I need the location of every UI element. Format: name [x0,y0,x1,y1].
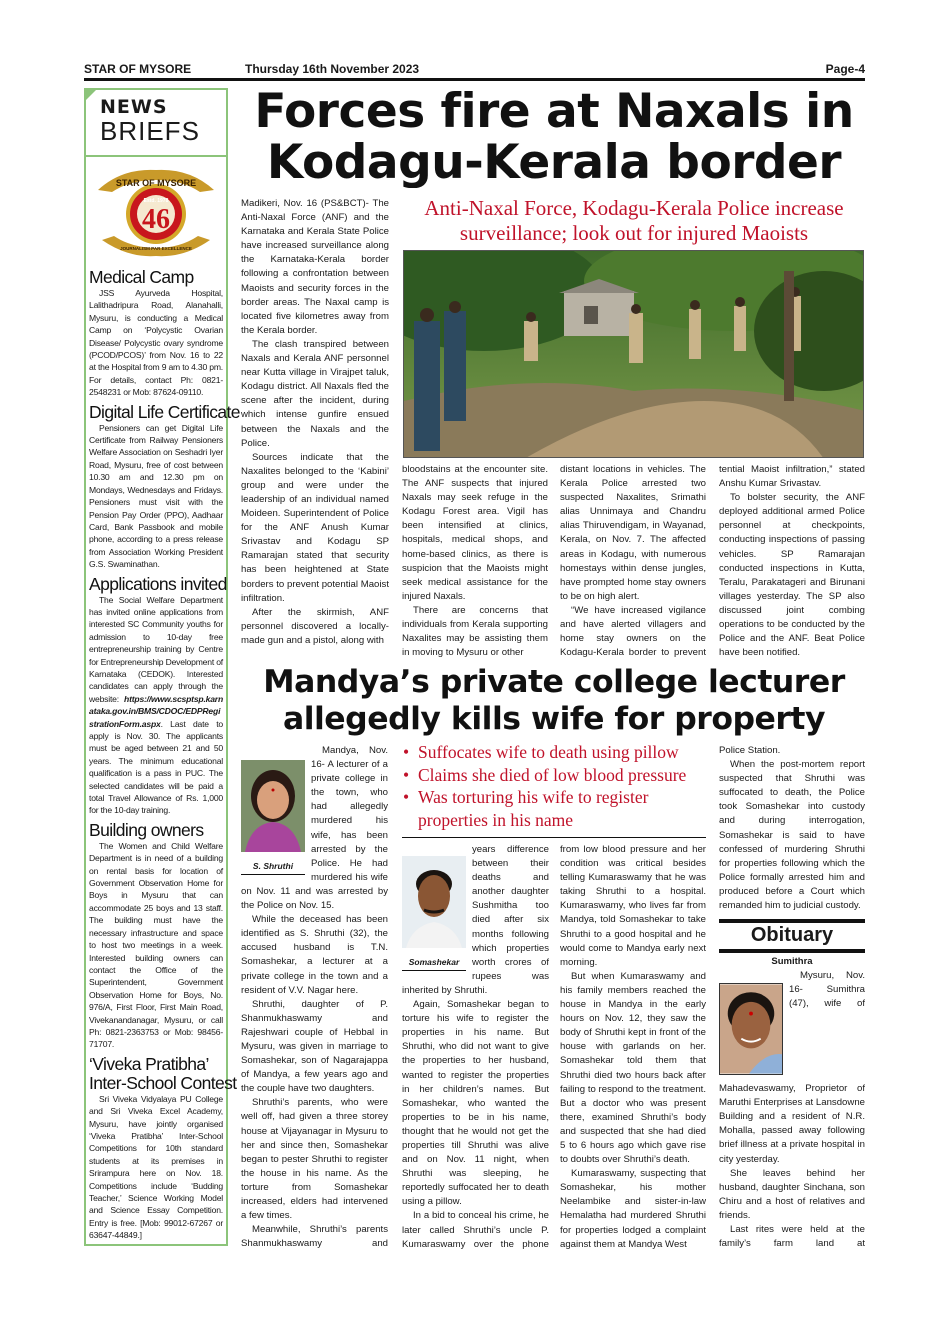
brief-applications-invited [89,573,227,817]
story2-headline [240,664,868,740]
story2-highlights [401,741,721,835]
sumithra-photo [719,983,783,1080]
brief-title: Building owners [89,819,204,840]
svg-text:Estd. 1978: Estd. 1978 [143,198,169,204]
brief-digital-life-certificate [89,401,240,571]
paragraph: But when Kumaraswamy and his family members reached the house in Mandya in the early hours on Nov. 12, they saw the body of Shruthi kept in front of the house with garlands on her. Somashekar told them that Shruthi died two hours back after failing to respond to the treatment. But a doctor who was present there, examined Shruthi’s body and suspected that she had died 5 to 6 hours ago which gave rise to doubts over Shruthi’s death. [560,970,706,1166]
paragraph: distant locations in vehicles. The Kerala Police arrested two suspected Naxalites, Srimathi alias Unnimaya and Chandru alias Thiruvendigam, in Wayanad, Kerala, on Nov. 7. The affected areas in Kodagu, with numerous homestays within dense jungles, have prompted home stay owners to be on high alert. [560,464,706,602]
sumithra-portrait-image [719,983,783,1075]
police-inspection-image [404,251,864,458]
shruthi-portrait-image [241,760,305,852]
briefs-list [89,267,240,1242]
obituary-body [719,969,865,1251]
shruthi-photo [241,760,305,875]
brief-body [89,594,223,817]
paragraph: After the skirmish, ANF personnel discovered a locally-made gun and a pistol, along with [241,606,389,646]
issue-date: Thursday 16th November 2023 [245,62,420,76]
paragraph: The clash transpired between Naxals and Kerala ANF personnel near Kutta village in Virajpet taluk, Kodagu district. All Naxals fled the scene after the incident, during which intense gunfire ensued between the Naxals and the Police. [241,338,389,449]
paragraph: While the deceased has been identified as S. Shruthi (32), the accused husband is T.N. Somashekar, a lecturer at a private college in the town and a resident of V.V. Nagar here. [241,914,388,996]
brief-title: Medical Camp [89,267,194,287]
story1-column-2 [402,463,548,661]
paragraph: Last rites were held at the family’s farm land at [719,1224,865,1250]
paragraph: “We have increased vigilance and have alerted villagers and home stay owners on the Kodagu-Kerala border to prevent [560,604,706,659]
brief-body: JSS Ayurveda Hospital, Lalithadripura Road, Alanahalli, Mysuru, is conducting a Medical Camp on ‘Polycystic Ovarian Disease/ Polycystic ovary syndrome (PCOD/PCOS)’ from Nov. 16 to 22 at the Hospital from 9 am to 4.30 pm. For details, contact Ph: 0821-2548231 or Mob: 87624-09110. [89,288,223,398]
brief-body-text: The Social Welfare Department has invited online applications from interested SC Community youths for admission to 10-day free entrepreneurship training by Centre for Entrepreneurship Development of Karnataka (CEDOK). Interested candidates can apply through the website: [89,594,223,704]
svg-text:46: 46 [142,204,170,235]
obituary-name: Sumithra [771,956,813,967]
paragraph: Sources indicate that the Naxalites belonged to the ‘Kabini’ group and were under the leadership of an individual named Moideen. Superintendent of Police for the ANF Anush Kumar Srivastav and Kodagu SP Ramarajan stated that security has been heightened at State borders to prevent potential Maoist infiltration. [241,451,389,604]
paragraph: Meanwhile, Shruthi’s parents Shanmukhaswamy and [241,1224,388,1250]
subhead-line: Anti-Naxal Force, Kodagu-Kerala Police increase [424,196,844,220]
paragraph: Shruthi, daughter of P. Shanmukhaswamy and Rajeshwari couple of Hebbal in Mysuru, was given in marriage to Somashekar, son of Nagarajappa of Mandya, a few years ago and the couple have two daughters. [241,998,388,1095]
obituary-heading: Obituary [750,924,834,946]
brief-title: Applications invited [89,573,227,594]
header-rule [84,78,865,81]
story1-column-3 [560,463,706,661]
obituary-rule-bottom [719,949,865,953]
brief-body: Sri Viveka Vidyalaya PU College and Sri Viveka Excel Academy, Mysuru, have jointly organised ‘Viveka Pratibha’ Inter-School Competitions for 10th standard students at its premises in Srirampura here on Nov. 18. Competitions include ‘Budding Teacher,’ Science Working Model and Science Essay Competition. Entry is free. [Mob: 99012-67267 or 63647-44849.] [89,1093,223,1241]
somashekar-photo [402,856,466,971]
highlight-bullet: • Suffocates wife to death using pillow [401,741,721,764]
paragraph: years difference between their deaths and another daughter Sushmitha too died after six months following which properties worth crores of rupees was inherited by Shruthi. [402,844,549,996]
paragraph: Mysuru, Nov. 16- Sumithra (47), wife of Mahadevaswamy, Proprietor of Maruthi Enterprises at Lansdowne Building and a resident of N.R. Mohalla, passed away following brief illness at a private hospital in city yesterday. [719,970,865,1165]
story1-column-1 [241,197,389,661]
corner-flag-icon [84,88,98,102]
brief-title: ‘Viveka Pratibha’ [89,1053,209,1074]
headline-line: Forces fire at Naxals in [254,86,854,139]
police-forest-photo [403,250,864,458]
news-label: NEWS [100,96,168,118]
news-briefs-heading [86,90,226,157]
brief-title: Digital Life Certificate [89,401,240,422]
story1-column-4 [719,463,865,661]
page-number: Page-4 [825,62,865,76]
paragraph: Police Station. [719,745,781,756]
photo-caption: Somashekar [402,953,466,971]
paragraph: tential Maoist infiltration,” stated Anshu Kumar Srivastav. [719,464,865,490]
paragraph: Mandya, Nov. 16- A lecturer of a private college in the town, who had allegedly murdered his wife, has been arrested by the Police. He had murdered his wife on Nov. 11 and was arrested by the Police on Nov. 15. [241,745,388,912]
headline-line: Kodagu-Kerala border [266,135,842,188]
paragraph: Madikeri, Nov. 16 (PS&BCT)- The Anti-Naxal Force (ANF) and the Karnataka and Kerala State Police have increased surveillance along the Karnataka-Kerala border following a confrontation between Maoists and security forces in the border areas. The Naxal camp is located five kilometres away from the Kerala border. [241,198,389,336]
paragraph: In a bid to conceal his crime, he later called Shruthi’s uncle P. Kumaraswamy over the phone [402,1210,549,1250]
svg-text:STAR OF MYSORE: STAR OF MYSORE [115,178,197,188]
anniversary-logo-icon [92,162,220,258]
paragraph: from low blood pressure and her condition was critical besides telling Kumaraswamy that he was taking Shruthi to a hospital. Kumaraswamy, who lives far from Mandya, told Somashekar to take Shruthi to a good hospital and he would come to Mandya early next morning. [560,844,706,968]
brief-building-owners [89,821,223,1051]
paragraph: Shruthi’s parents, who were well off, had given a three storey house at Vijayanagar in Mysuru to her and since then, Somashekar began to pester Shruthi to register the house in his name. As the torture from Somashekar increased, elders had intervened a few times. [241,1097,388,1222]
story2-column-3 [560,843,706,1251]
brief-body: Pensioners can get Digital Life Certificate from Railway Pensioners Welfare Association on Seshadri Iyer Road, Mysuru, free of cost between 10.30 am and 12.30 pm on Mondays, Wednesdays and Fridays. Pensioners must visit with the Pension Pay Order (PPO), Aadhaar Card, Bank Passbook and mobile phone, according to a press release from Association Working President G.S. Swaminathan. [89,422,223,570]
paragraph: To bolster security, the ANF deployed additional armed Police personnel at checkpoints, conducting inspections of passing vehicles. SP Ramarajan conducted inspections in Kutta, Teralu, Parakatageri and Birunani villages yesterday. The SP also discussed joint combing operations to be conducted by the Police and the ANF. Beat Police have been notified. [719,492,865,659]
highlight-bullet: • Claims she died of low blood pressure [401,764,721,787]
highlight-bullet: • Was torturing his wife to register properties in his name [401,786,721,831]
svg-text:JOURNALISM PAR EXCELLENCE: JOURNALISM PAR EXCELLENCE [120,246,192,251]
headline-line: Mandya’s private college lecturer [263,664,845,700]
application-link[interactable]: https://www.scsptsp.karnataka.gov.in/BMS/CDOC/EDPRegistrationForm.aspx [89,693,223,729]
story2-column-4 [719,744,865,914]
headline-line: allegedly kills wife for property [282,701,826,737]
story1-subheadline [400,196,868,246]
story2-column-1 [241,744,388,1252]
paragraph: When the post-mortem report suspected that Shruthi was suffocated to death, the Police took Somashekar into custody and during interrogation, Somashekar is said to have confessed of murdering Shruthi for properties following which the Police formally arrested him and produced before a Court which remanded him to judicial custody. [719,759,865,912]
subhead-line: surveillance; look out for injured Maoists [459,221,809,245]
brief-viveka-pratibha [89,1053,237,1242]
somashekar-portrait-image [402,856,466,948]
paragraph: Again, Somashekar began to torture his wife to register the properties in his name. But Shruthi, who did not want to give the properties to her husband, wanted to register the properties in her children’s names. But Somashekar, who wanted the properties to be in his name, thought that he would not get the properties till Shruthi was alive and on Nov. 11 night, when Shruthi was sleeping, he reportedly suffocated her to death using a pillow. [402,999,549,1208]
paragraph: bloodstains at the encounter site. The ANF suspects that injured Naxals may seek refuge in the Kodagu Forest area. Vigil has been intensified at clinics, hospitals, medical shops, and home-based clinics, as there is suspicion that the Maoists might seek medical assistance for the injured Naxals. [402,464,548,602]
brief-medical-camp [89,268,223,399]
photo-caption: S. Shruthi [241,857,305,875]
paragraph: There are concerns that individuals from Kerala supporting Naxalites may be assisting them in moving to Mysuru or other [402,604,548,659]
story1-headline [240,86,868,188]
brief-body: The Women and Child Welfare Department is in need of a building on rental basis for location of Government Observation Home for Boys in Mysuru that can accommodate 25 boys and 13 staff. The building must have the necessary infrastructure and space to host two meetings in a week. Interested building owners can contact the Office of the Superintendent, Government Observation Home for Boys, No. 976/A, First Floor, First Main Road, Vivekanandanagar, Mysuru, or call Ph: 0821-2363753 or Mob: 98456-71707. [89,840,223,1050]
highlights-divider [402,837,706,838]
paper-name: STAR OF MYSORE [84,62,192,76]
brief-body-text: . Last date to apply is Nov. 30. The applicants must be aged between 21 and 50 years. The minimum educational qualification is a pass in PUC. The selected candidates will be paid a total Travel Allowance of Rs. 1,000 for the 10-day training. [89,718,223,816]
story2-column-2 [402,843,549,1251]
paragraph: Kumaraswamy, suspecting that Somashekar, his mother Neelambike and sister-in-law Hemalatha had murdered Shruthi for properties lodged a complaint against them at Mandya West [560,1168,706,1250]
briefs-label: BRIEFS [100,116,200,146]
paragraph: She leaves behind her husband, daughter Sinchana, son Chiru and a host of relatives and friends. [719,1167,865,1221]
brief-subtitle: Inter-School Contest [89,1072,237,1093]
